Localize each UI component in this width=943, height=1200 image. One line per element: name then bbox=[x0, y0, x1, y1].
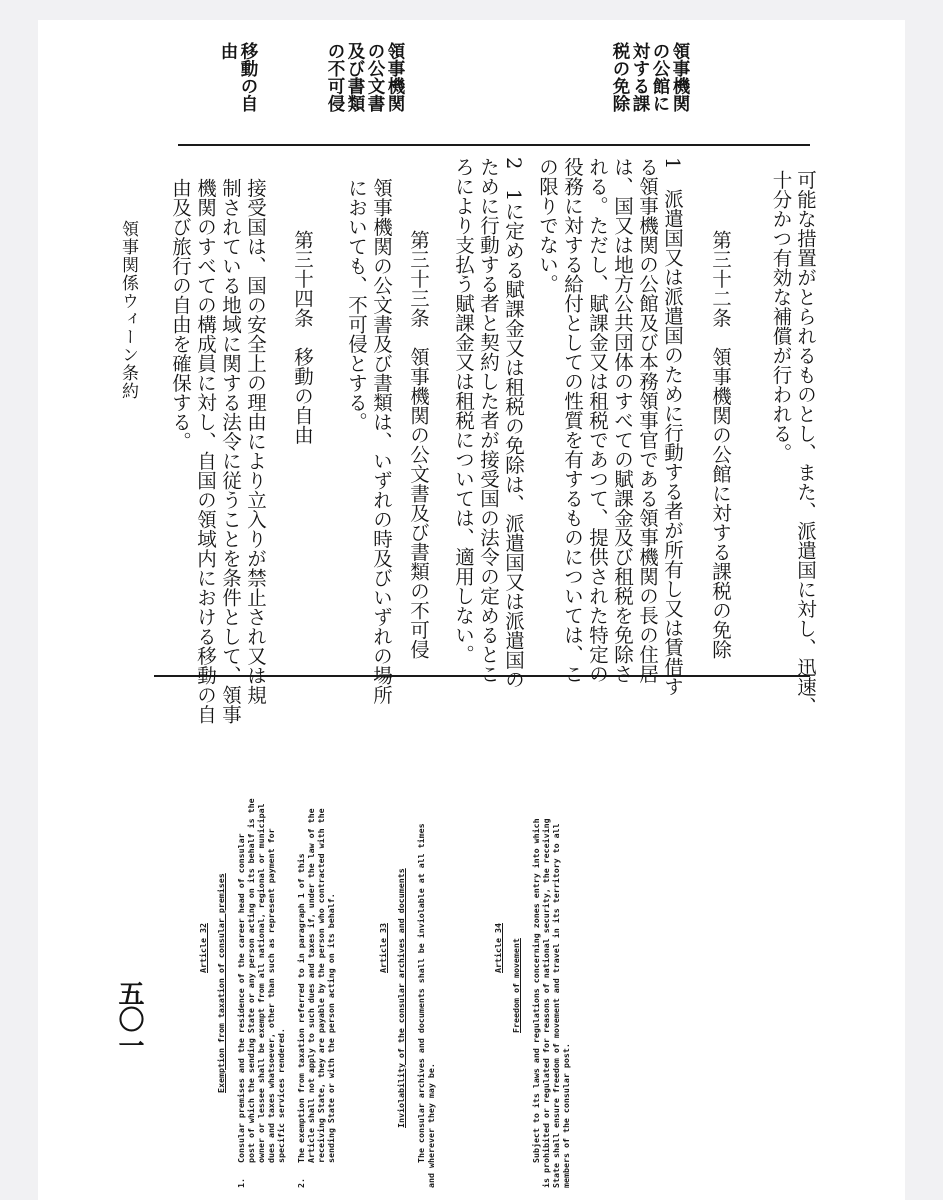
article-34-heading-en: Article 34 bbox=[493, 923, 503, 973]
article-32-paragraph-2-en: 2. The exemption from taxation referred to in paragraph 1 of this Article shall not apply to such dues and taxes if, under the law of the receiving State, they are payable by the person who contracted with the sending State or with the person acting on its behalf. bbox=[296, 808, 336, 1188]
article-34-heading: 第三十四条 移動の自由 bbox=[291, 230, 314, 445]
margin-note-article-32: 領事機関 の公館に 対する課 税の免除 bbox=[610, 42, 690, 112]
top-rule bbox=[178, 144, 810, 146]
margin-note-article-34: 移動の自 由 bbox=[218, 42, 258, 112]
article-32-paragraph-2: 2 1に定める賦課金又は租税の免除は、派遣国又は派遣国の ために行動する者と契約した者が接受国の法令の定めるとこ ろにより支払う賦課金又は租税については、適用しない。 bbox=[452, 157, 525, 689]
page-number: 五〇一 bbox=[114, 980, 144, 1058]
article-34-text: 接受国は、国の安全上の理由により立入りが禁止され又は規 制されている地域に関する法令に従うことを条件として、領事 機関のすべての構成員に対し、自国の領域内における移動の自 由及び旅行の自由を確保する。 bbox=[169, 178, 267, 724]
article-32-paragraph-1-en: 1. Consular premises and the residence of the career head of consular post of which the sending State or any person acting on its behalf is the owner or lessee shall be exempt from all national, regional or municipal dues and taxes whatsoever, other than such as represent payment for specific services rendered. bbox=[236, 798, 286, 1188]
margin-note-article-33: 領事機関 の公文書 及び書類 の不可侵 bbox=[325, 42, 405, 112]
article-33-heading-en: Article 33 bbox=[378, 923, 388, 973]
english-section bbox=[168, 688, 628, 1188]
article-32-heading: 第三十二条 領事機関の公館に対する課税の免除 bbox=[709, 230, 732, 659]
article-34-text-en: Subject to its laws and regulations concerning zones entry into which is prohibited or regulated for reasons of national security, the receiving State shall ensure freedom of movement and travel in its territory to all members of the consular post. bbox=[531, 818, 571, 1188]
article-33-text: 領事機関の公文書及び書類は、いずれの時及びいずれの場所 においても、不可侵とする。 bbox=[345, 178, 393, 705]
article-34-subheading-en: Freedom of movement bbox=[511, 938, 521, 1033]
treaty-title: 領事関係ウィーン条約 bbox=[118, 220, 138, 400]
article-32-heading-en: Article 32 bbox=[198, 923, 208, 973]
article-33-subheading-en: Inviolability of the consular archives and documents bbox=[396, 868, 406, 1128]
article-32-subheading-en: Exemption from taxation of consular premises bbox=[216, 873, 226, 1093]
carryover-text: 可能な措置がとられるものとし、また、派遣国に対し、迅速、 十分かつ有効な補償が行われる。 bbox=[769, 170, 817, 716]
article-33-heading: 第三十三条 領事機関の公文書及び書類の不可侵 bbox=[407, 230, 430, 659]
article-33-text-en: The consular archives and documents shall be inviolable at all times and wherever they may be. bbox=[416, 823, 436, 1188]
document-page bbox=[38, 20, 905, 1200]
article-32-paragraph-1: 1 派遣国又は派遣国のために行動する者が所有し又は賃借す る領事機関の公館及び本務領事官である領事機関の長の住居 は、国又は地方公共団体のすべての賦課金及び租税を免除さ れる。ただし、賦課金又は租税であつて、提供された特定の 役務に対する給付としての性質を有するものについては、こ の限りでない。 bbox=[536, 157, 684, 696]
